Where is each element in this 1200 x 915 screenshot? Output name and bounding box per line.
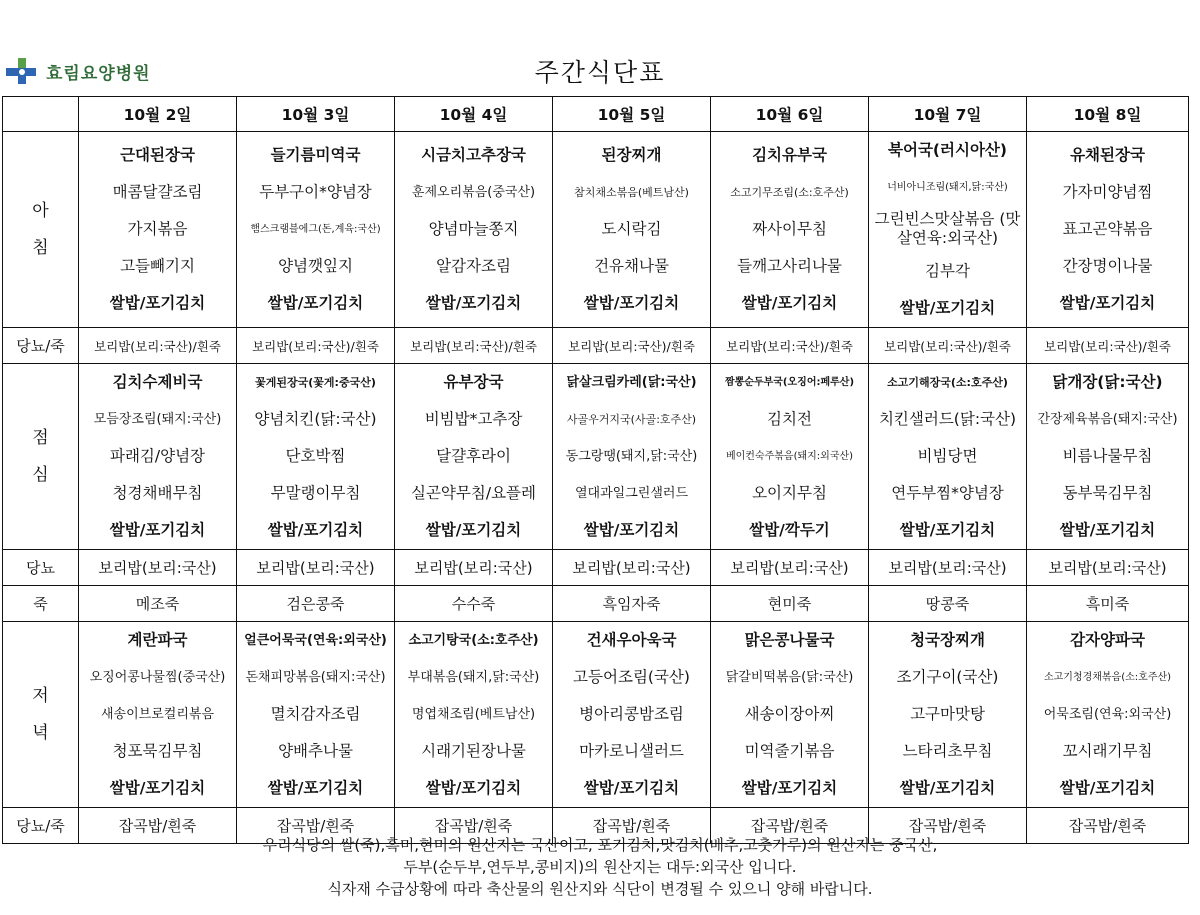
breakfast-menu-item: 두부구이*양념장 [259, 183, 372, 201]
dinner-menu-item: 맑은콩나물국 [744, 631, 835, 649]
breakfast-menu-item: 북어국(러시아산) [888, 141, 1007, 159]
lunch-menu-item: 연두부찜*양념장 [891, 484, 1004, 502]
lunch-porridge-cell: 흑미죽 [1027, 586, 1189, 622]
page-title: 주간식단표 [534, 58, 666, 87]
lunch-porridge-cell: 흑임자죽 [553, 586, 711, 622]
origin-notice-line: 우리식당의 쌀(죽),흑미,현미의 원산지는 국산이고, 포기김치,맛김치(배추,고춧가루)의 원산지는 중국산, [262, 836, 938, 854]
lunch-menu-item: 양념치킨(닭:국산) [254, 410, 377, 428]
lunch-diabetic-label: 당뇨 [3, 550, 79, 586]
origin-notice [0, 834, 1200, 900]
lunch-menu-item: 쌀밥/포기김치 [583, 521, 680, 539]
dinner-menu-item: 쌀밥/포기김치 [267, 779, 364, 797]
dinner-row [3, 622, 1189, 808]
breakfast-diet-label: 당뇨/죽 [3, 328, 79, 364]
date-header: 10월 2일 [79, 97, 237, 132]
lunch-menu-item: 김치수제비국 [112, 373, 203, 391]
dinner-menu-item: 마카로니샐러드 [579, 742, 684, 760]
lunch-porridge-row [3, 586, 1189, 622]
breakfast-menu-item: 고들빼기지 [120, 257, 195, 275]
lunch-porridge-label: 죽 [3, 586, 79, 622]
dinner-menu-item: 오징어콩나물찜(중국산) [89, 670, 226, 685]
lunch-porridge-cell: 현미죽 [711, 586, 869, 622]
dinner-label-char: 저 [32, 685, 49, 706]
dinner-day-cell [869, 622, 1027, 808]
lunch-menu-item: 무말랭이무침 [270, 484, 361, 502]
lunch-diabetic-cell: 보리밥(보리:국산) [1027, 550, 1189, 586]
dinner-menu-item: 양배추나물 [278, 742, 353, 760]
dinner-menu-item: 감자양파국 [1070, 631, 1145, 649]
breakfast-menu-item: 김부각 [925, 262, 970, 280]
dinner-menu-item: 쌀밥/포기김치 [425, 779, 522, 797]
date-header: 10월 4일 [395, 97, 553, 132]
dinner-day-cell [79, 622, 237, 808]
breakfast-menu-item: 쌀밥/포기김치 [741, 294, 838, 312]
lunch-menu-item: 비빔밥*고추장 [424, 410, 523, 428]
dinner-menu-item: 닭갈비떡볶음(닭:국산) [725, 670, 854, 685]
dinner-day-cell [395, 622, 553, 808]
dinner-menu-item: 부대볶음(돼지,닭:국산) [407, 670, 540, 685]
dinner-diet-cell: 잡곡밥/흰죽 [553, 808, 711, 844]
breakfast-day-cell [395, 132, 553, 328]
dinner-menu-item: 병아리콩밤조림 [579, 705, 684, 723]
lunch-menu-item: 비름나물무침 [1062, 447, 1153, 465]
dinner-menu-item: 시래기된장나물 [421, 742, 526, 760]
dinner-menu-item: 조기구이(국산) [896, 668, 999, 686]
breakfast-menu-item: 도시락김 [601, 220, 662, 238]
lunch-menu-item: 단호박찜 [285, 447, 346, 465]
dinner-day-cell [711, 622, 869, 808]
lunch-day-cell [711, 364, 869, 550]
dinner-menu-item: 느타리초무침 [902, 742, 993, 760]
breakfast-label [3, 132, 79, 328]
dinner-diet-cell: 잡곡밥/흰죽 [79, 808, 237, 844]
lunch-menu-item: 쌀밥/포기김치 [1059, 521, 1156, 539]
dinner-menu-item: 쌀밥/포기김치 [1059, 779, 1156, 797]
date-header: 10월 7일 [869, 97, 1027, 132]
date-header: 10월 8일 [1027, 97, 1189, 132]
hospital-name: 효림요양병원 [46, 63, 151, 84]
breakfast-menu-item: 가지볶음 [127, 220, 188, 238]
lunch-menu-item: 동그랑땡(돼지,닭:국산) [565, 449, 698, 464]
breakfast-day-cell [79, 132, 237, 328]
breakfast-day-cell [553, 132, 711, 328]
date-header: 10월 3일 [237, 97, 395, 132]
dinner-menu-item: 돈채피망볶음(돼지:국산) [245, 670, 386, 685]
lunch-menu-item: 쌀밥/포기김치 [425, 521, 522, 539]
lunch-diabetic-cell: 보리밥(보리:국산) [711, 550, 869, 586]
lunch-day-cell [553, 364, 711, 550]
lunch-diabetic-cell: 보리밥(보리:국산) [237, 550, 395, 586]
breakfast-menu-item: 건유채나물 [594, 257, 669, 275]
lunch-menu-item: 열대과일그린샐러드 [574, 486, 689, 501]
lunch-label-char: 심 [32, 464, 49, 485]
dinner-menu-item: 꼬시래기무침 [1062, 742, 1153, 760]
lunch-diabetic-cell: 보리밥(보리:국산) [553, 550, 711, 586]
lunch-day-cell [869, 364, 1027, 550]
breakfast-menu-item: 양념깻잎지 [278, 257, 353, 275]
lunch-menu-item: 쌀밥/포기김치 [899, 521, 996, 539]
breakfast-day-cell [711, 132, 869, 328]
dinner-diet-cell: 잡곡밥/흰죽 [395, 808, 553, 844]
dinner-menu-item: 명엽채조림(베트남산) [411, 707, 536, 722]
lunch-menu-item: 김치전 [767, 410, 812, 428]
dinner-menu-item: 멸치감자조림 [270, 705, 361, 723]
lunch-menu-item: 실곤약무침/요플레 [410, 484, 536, 502]
lunch-menu-item: 파래김/양념장 [109, 447, 206, 465]
dinner-day-cell [553, 622, 711, 808]
breakfast-diet-row [3, 328, 1189, 364]
corner-cell [3, 97, 79, 132]
dinner-menu-item: 쌀밥/포기김치 [741, 779, 838, 797]
lunch-diabetic-row [3, 550, 1189, 586]
breakfast-diet-cell: 보리밥(보리:국산)/흰죽 [237, 328, 395, 364]
lunch-menu-item: 동부묵김무침 [1062, 484, 1153, 502]
dinner-diet-cell: 잡곡밥/흰죽 [1027, 808, 1189, 844]
lunch-menu-item: 꽃게된장국(꽃게:중국산) [255, 376, 376, 389]
date-header: 10월 5일 [553, 97, 711, 132]
breakfast-day-cell [1027, 132, 1189, 328]
breakfast-menu-item: 쌀밥/포기김치 [109, 294, 206, 312]
lunch-menu-item: 소고기해장국(소:호주산) [887, 376, 1008, 389]
lunch-menu-item: 비빔당면 [917, 447, 978, 465]
lunch-day-cell [395, 364, 553, 550]
breakfast-diet-cell: 보리밥(보리:국산)/흰죽 [1027, 328, 1189, 364]
breakfast-day-cell [237, 132, 395, 328]
lunch-menu-item: 쌀밥/포기김치 [267, 521, 364, 539]
breakfast-menu-item: 참치채소볶음(베트남산) [574, 186, 689, 199]
dinner-menu-item: 새송이브로컬리볶음 [100, 707, 215, 722]
lunch-menu-item: 달걀후라이 [436, 447, 511, 465]
breakfast-menu-item: 소고기무조림(소:호주산) [730, 186, 849, 199]
dinner-menu-item: 계란파국 [127, 631, 188, 649]
breakfast-menu-item: 김치유부국 [752, 146, 827, 164]
breakfast-menu-item: 근대된장국 [120, 146, 195, 164]
breakfast-row [3, 132, 1189, 328]
breakfast-diet-cell: 보리밥(보리:국산)/흰죽 [79, 328, 237, 364]
breakfast-diet-cell: 보리밥(보리:국산)/흰죽 [711, 328, 869, 364]
lunch-menu-item: 치킨샐러드(닭:국산) [878, 410, 1017, 428]
dinner-menu-item: 어묵조림(연육:외국산) [1043, 707, 1172, 722]
breakfast-menu-item: 들깨고사리나물 [737, 257, 842, 275]
dinner-menu-item: 얼큰어묵국(연육:외국산) [244, 633, 387, 648]
lunch-menu-item: 짬뽕순두부국(오징어:페루산) [724, 377, 855, 388]
lunch-porridge-cell: 수수죽 [395, 586, 553, 622]
lunch-row [3, 364, 1189, 550]
lunch-menu-item: 유부장국 [443, 373, 504, 391]
lunch-diabetic-cell: 보리밥(보리:국산) [869, 550, 1027, 586]
breakfast-menu-item: 양념마늘쫑지 [428, 220, 519, 238]
origin-notice-line: 두부(순두부,연두부,콩비지)의 원산지는 대두:외국산 입니다. [403, 858, 797, 876]
lunch-menu-item: 쌀밥/포기김치 [109, 521, 206, 539]
lunch-menu-item: 베이컨숙주볶음(돼지:외국산) [725, 451, 854, 462]
breakfast-diet-cell: 보리밥(보리:국산)/흰죽 [395, 328, 553, 364]
breakfast-menu-item: 시금치고추장국 [421, 146, 526, 164]
dinner-menu-item: 건새우아욱국 [586, 631, 677, 649]
dinner-diet-label: 당뇨/죽 [3, 808, 79, 844]
breakfast-menu-item: 쌀밥/포기김치 [1059, 294, 1156, 312]
breakfast-menu-item: 표고곤약볶음 [1062, 220, 1153, 238]
date-header-row [3, 97, 1189, 132]
lunch-label-char: 점 [32, 427, 49, 448]
lunch-menu-item: 오이지무침 [752, 484, 827, 502]
breakfast-day-cell [869, 132, 1027, 328]
lunch-day-cell [79, 364, 237, 550]
dinner-diet-cell: 잡곡밥/흰죽 [237, 808, 395, 844]
breakfast-menu-item: 매콤달걀조림 [112, 183, 203, 201]
dinner-label-char: 녁 [32, 722, 49, 743]
dinner-diet-cell: 잡곡밥/흰죽 [711, 808, 869, 844]
lunch-porridge-cell: 메조죽 [79, 586, 237, 622]
lunch-menu-item: 닭개장(닭:국산) [1052, 373, 1163, 391]
lunch-menu-item: 쌀밥/깍두기 [749, 521, 830, 539]
dinner-day-cell [1027, 622, 1189, 808]
breakfast-diet-cell: 보리밥(보리:국산)/흰죽 [553, 328, 711, 364]
lunch-label [3, 364, 79, 550]
breakfast-menu-item: 훈제오리볶음(중국산) [411, 185, 536, 200]
breakfast-menu-item: 그린빈스맛살볶음 (맛살연육:외국산) [874, 210, 1021, 247]
lunch-menu-item: 간장제육볶음(돼지:국산) [1037, 412, 1178, 427]
dinner-diet-cell: 잡곡밥/흰죽 [869, 808, 1027, 844]
lunch-menu-item: 닭살크림카레(닭:국산) [566, 375, 697, 390]
breakfast-diet-cell: 보리밥(보리:국산)/흰죽 [869, 328, 1027, 364]
breakfast-label-char: 아 [32, 200, 49, 221]
dinner-menu-item: 쌀밥/포기김치 [583, 779, 680, 797]
lunch-menu-item: 사골우거지국(사골:호주산) [566, 413, 697, 426]
breakfast-menu-item: 간장명이나물 [1062, 257, 1153, 275]
dinner-menu-item: 소고기청경채볶음(소:호주산) [1043, 672, 1172, 683]
lunch-menu-item: 청경채배무침 [112, 484, 203, 502]
breakfast-menu-item: 쌀밥/포기김치 [899, 299, 996, 317]
lunch-porridge-cell: 땅콩죽 [869, 586, 1027, 622]
dinner-menu-item: 고등어조림(국산) [573, 668, 690, 686]
breakfast-menu-item: 가자미양념찜 [1062, 183, 1153, 201]
breakfast-label-char: 침 [32, 237, 49, 258]
dinner-menu-item: 쌀밥/포기김치 [109, 779, 206, 797]
lunch-day-cell [237, 364, 395, 550]
dinner-day-cell [237, 622, 395, 808]
breakfast-menu-item: 햄스크램블에그(돈,계육:국산) [250, 224, 381, 235]
dinner-menu-item: 고구마맛탕 [910, 705, 985, 723]
lunch-menu-item: 모듬장조림(돼지:국산) [93, 412, 222, 427]
breakfast-menu-item: 쌀밥/포기김치 [583, 294, 680, 312]
breakfast-menu-item: 너비아니조림(돼지,닭:국산) [887, 182, 1008, 193]
breakfast-menu-item: 들기름미역국 [270, 146, 361, 164]
dinner-menu-item: 새송이장아찌 [744, 705, 835, 723]
breakfast-menu-item: 유채된장국 [1070, 146, 1145, 164]
breakfast-menu-item: 짜사이무침 [752, 220, 827, 238]
lunch-diabetic-cell: 보리밥(보리:국산) [79, 550, 237, 586]
dinner-menu-item: 청국장찌개 [910, 631, 985, 649]
weekly-menu-table [2, 96, 1189, 844]
dinner-label [3, 622, 79, 808]
dinner-menu-item: 쌀밥/포기김치 [899, 779, 996, 797]
breakfast-menu-item: 쌀밥/포기김치 [425, 294, 522, 312]
lunch-porridge-cell: 검은콩죽 [237, 586, 395, 622]
date-header: 10월 6일 [711, 97, 869, 132]
lunch-day-cell [1027, 364, 1189, 550]
origin-notice-line: 식자재 수급상황에 따라 축산물의 원산지와 식단이 변경될 수 있으니 양해 바랍니다. [327, 880, 873, 898]
breakfast-menu-item: 쌀밥/포기김치 [267, 294, 364, 312]
dinner-menu-item: 소고기탕국(소:호주산) [408, 633, 539, 648]
breakfast-menu-item: 된장찌개 [601, 146, 662, 164]
breakfast-menu-item: 알감자조림 [436, 257, 511, 275]
dinner-menu-item: 청포묵김무침 [112, 742, 203, 760]
dinner-menu-item: 미역줄기볶음 [744, 742, 835, 760]
lunch-diabetic-cell: 보리밥(보리:국산) [395, 550, 553, 586]
